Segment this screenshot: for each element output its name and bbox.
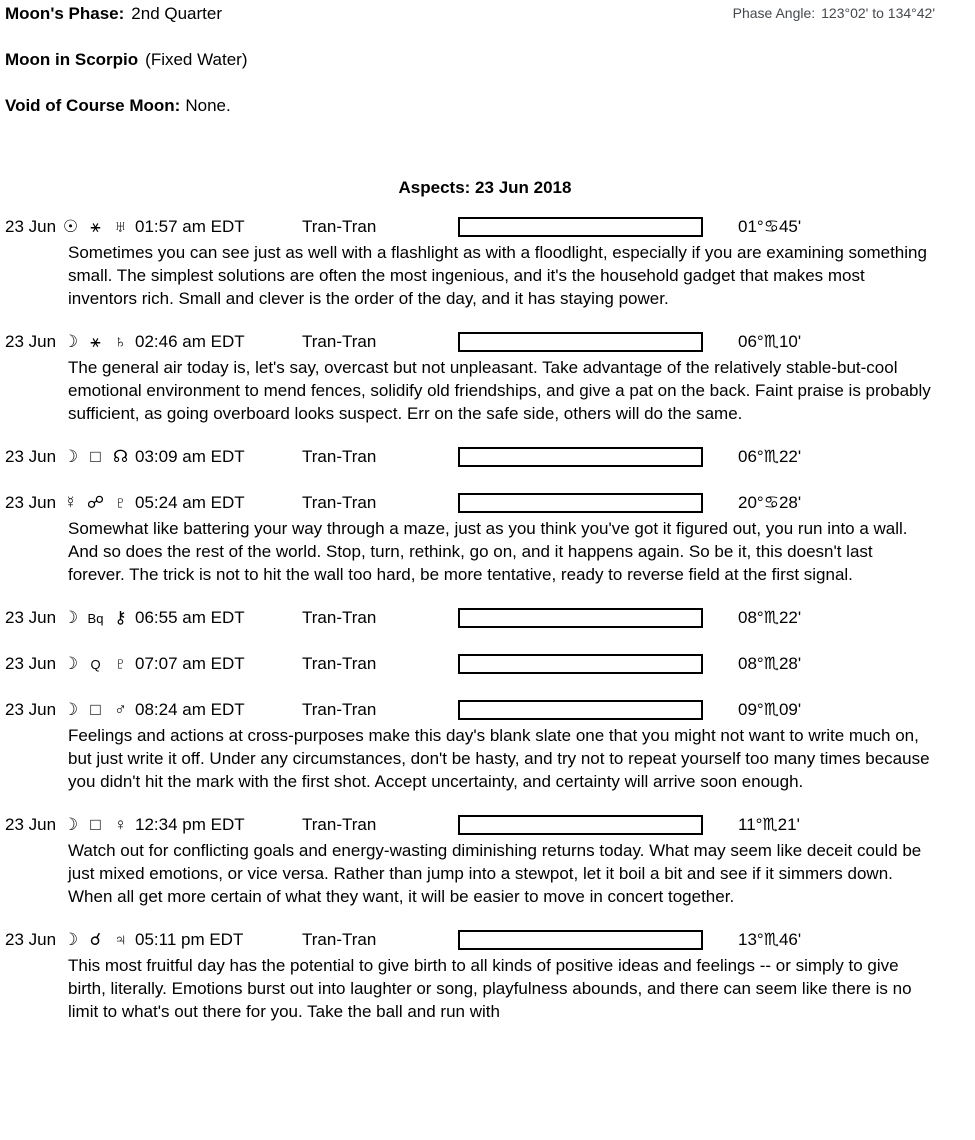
glyph-token: ☽ xyxy=(62,930,79,949)
aspect-row-moon-square-north-node xyxy=(5,443,975,471)
aspect-time: 01:57 am EDT xyxy=(135,217,245,236)
phase-angle xyxy=(733,5,975,22)
aspect-item xyxy=(5,811,975,908)
void-of-course-value: None. xyxy=(185,96,231,115)
aspect-degree: 11°♏21' xyxy=(738,815,800,834)
glyph-token: ☍ xyxy=(86,493,105,512)
aspect-glyphs-moon-square-mars xyxy=(58,700,135,720)
void-of-course-line xyxy=(5,96,975,115)
orb-bar xyxy=(458,332,703,352)
glyph-token: ♄ xyxy=(114,332,127,351)
aspect-degree: 08°♏22' xyxy=(738,608,802,627)
aspect-description: This most fruitful day has the potential to give birth to all kinds of positive ideas and feelings -- or simply to give birth, literally. Emotions burst out into laughter or song, playfulness abounds, and there can seem like there is no limit to what's out there for you. Take the ball and run with xyxy=(68,956,912,1021)
aspect-item xyxy=(5,213,975,310)
aspect-row-moon-square-venus xyxy=(5,811,975,839)
aspect-date: 23 Jun xyxy=(5,654,57,673)
aspect-row-moon-biquintile-chiron xyxy=(5,604,975,632)
orb-bar xyxy=(458,608,703,628)
glyph-token: Bq xyxy=(87,611,104,626)
glyph-token: ♅ xyxy=(114,217,127,236)
aspect-date: 23 Jun xyxy=(5,700,57,719)
glyph-token: ☽ xyxy=(62,447,79,466)
glyph-token: ♂ xyxy=(114,700,127,719)
aspect-date: 23 Jun xyxy=(5,447,57,466)
aspect-type: Tran-Tran xyxy=(302,447,377,466)
aspect-time: 08:24 am EDT xyxy=(135,700,245,719)
aspect-date: 23 Jun xyxy=(5,608,57,627)
aspect-date: 23 Jun xyxy=(5,332,57,351)
aspect-item xyxy=(5,696,975,793)
moon-sign-label: Moon in Scorpio xyxy=(5,50,139,69)
aspect-date: 23 Jun xyxy=(5,493,57,512)
glyph-token: ♇ xyxy=(114,493,127,512)
aspect-degree: 09°♏09' xyxy=(738,700,802,719)
glyph-token: □ xyxy=(90,815,101,834)
glyph-token: Q xyxy=(90,657,101,672)
aspect-time: 12:34 pm EDT xyxy=(135,815,245,834)
glyph-token: ☽ xyxy=(62,332,79,351)
glyph-token: ♇ xyxy=(114,654,127,673)
aspect-type: Tran-Tran xyxy=(302,930,377,949)
glyph-token: □ xyxy=(90,700,101,719)
glyph-token: ⚹ xyxy=(90,217,101,236)
glyph-token: □ xyxy=(90,447,101,466)
glyph-token: ☉ xyxy=(62,217,79,236)
aspect-glyphs-sun-sextile-uranus xyxy=(58,217,135,237)
glyph-token: ☌ xyxy=(89,930,102,949)
aspect-item xyxy=(5,328,975,425)
aspect-item xyxy=(5,926,975,1023)
aspect-row-moon-square-mars xyxy=(5,696,975,724)
aspect-glyphs-moon-sextile-saturn xyxy=(58,332,135,352)
orb-bar xyxy=(458,654,703,674)
glyph-token: ☽ xyxy=(62,815,79,834)
glyph-token: ⚷ xyxy=(114,608,127,627)
aspect-degree: 06°♏10' xyxy=(738,332,802,351)
aspect-row-moon-quintile-pluto xyxy=(5,650,975,678)
aspect-date: 23 Jun xyxy=(5,815,57,834)
aspect-glyphs-moon-conjunct-jupiter xyxy=(58,930,135,950)
aspect-description: Sometimes you can see just as well with a flashlight as with a floodlight, especially if you are examining something small. The simplest solutions are often the most ingenious, and it's the household gadget that makes most inventors rich. Small and clever is the order of the day, and it has staying power. xyxy=(68,243,927,308)
aspect-row-mercury-opposition-pluto xyxy=(5,489,975,517)
glyph-token: ♃ xyxy=(114,930,127,949)
aspect-glyphs-moon-biquintile-chiron xyxy=(58,608,135,628)
aspect-type: Tran-Tran xyxy=(302,332,377,351)
aspect-description: The general air today is, let's say, overcast but not unpleasant. Take advantage of the relatively stable-but-cool emotional environment to mend fences, solidify old friendships, and give a pat on the back. Faint praise is probably sufficient, as going overboard looks suspect. Err on the safe side, others will do the same. xyxy=(68,358,931,423)
aspect-description: Watch out for conflicting goals and energy-wasting diminishing returns today. What may seem like deceit could be just mixed emotions, or vice versa. Rather than jump into a stewpot, let it boil a bit and see if it simmers down. When all get more certain of what they want, it will be easier to move in concert together. xyxy=(68,841,922,906)
phase-angle-value: 123°02' to 134°42' xyxy=(821,5,935,21)
glyph-token: ☽ xyxy=(62,654,79,673)
aspect-degree: 08°♏28' xyxy=(738,654,802,673)
moons-phase-label: Moon's Phase: xyxy=(5,4,125,23)
aspect-time: 05:11 pm EDT xyxy=(135,930,244,949)
moon-sign-line xyxy=(5,50,975,69)
aspect-item xyxy=(5,604,975,632)
orb-bar xyxy=(458,700,703,720)
aspect-glyphs-moon-square-venus xyxy=(58,815,135,835)
aspect-type: Tran-Tran xyxy=(302,815,377,834)
orb-bar xyxy=(458,493,703,513)
aspect-degree: 06°♏22' xyxy=(738,447,802,466)
phase-angle-label: Phase Angle: xyxy=(732,5,816,21)
moons-phase xyxy=(5,4,222,23)
aspect-time: 07:07 am EDT xyxy=(135,654,245,673)
aspects-title: Aspects: 23 Jun 2018 xyxy=(398,178,572,197)
aspect-type: Tran-Tran xyxy=(302,608,377,627)
aspect-time: 03:09 am EDT xyxy=(135,447,245,466)
glyph-token: ♀ xyxy=(114,815,127,834)
orb-bar xyxy=(458,930,703,950)
aspect-glyphs-mercury-opposition-pluto xyxy=(58,493,135,513)
aspect-type: Tran-Tran xyxy=(302,493,377,512)
aspect-type: Tran-Tran xyxy=(302,654,377,673)
aspect-degree: 20°♋28' xyxy=(738,493,802,512)
glyph-token: ⚹ xyxy=(90,332,101,351)
aspect-degree: 01°♋45' xyxy=(738,217,802,236)
orb-bar xyxy=(458,217,703,237)
glyph-token: ☽ xyxy=(62,700,79,719)
aspect-row-sun-sextile-uranus xyxy=(5,213,975,241)
glyph-token: ☿ xyxy=(64,493,77,512)
glyph-token: ☽ xyxy=(62,608,79,627)
aspect-row-moon-sextile-saturn xyxy=(5,328,975,356)
aspects-list xyxy=(5,213,975,1023)
aspect-date: 23 Jun xyxy=(5,217,57,236)
aspect-item xyxy=(5,489,975,586)
aspect-item xyxy=(5,443,975,471)
moons-phase-value: 2nd Quarter xyxy=(131,4,223,23)
aspect-item xyxy=(5,650,975,678)
glyph-token: ☊ xyxy=(112,447,129,466)
aspect-type: Tran-Tran xyxy=(302,217,377,236)
aspect-degree: 13°♏46' xyxy=(738,930,802,949)
aspect-description: Feelings and actions at cross-purposes make this day's blank slate one that you might not want to write much on, but just write it off. Under any circumstances, don't be hasty, and try not to repeat yourself too many times because you didn't hit the mark with the first shot. Accept uncertainty, and certainty will arrive soon enough. xyxy=(68,726,930,791)
aspect-date: 23 Jun xyxy=(5,930,57,949)
orb-bar xyxy=(458,447,703,467)
moons-phase-line xyxy=(5,4,975,23)
moon-sign-element: (Fixed Water) xyxy=(145,50,248,69)
aspect-type: Tran-Tran xyxy=(302,700,377,719)
aspect-row-moon-conjunct-jupiter xyxy=(5,926,975,954)
aspect-time: 02:46 am EDT xyxy=(135,332,245,351)
void-of-course-label: Void of Course Moon: xyxy=(5,96,181,115)
aspect-description: Somewhat like battering your way through a maze, just as you think you've got it figured out, you run into a wall. And so does the rest of the world. Stop, turn, rethink, go on, and it happens again. So be it, this doesn't last forever. The trick is not to hit the wall too hard, be more tentative, ready to reverse field at the first signal. xyxy=(68,519,908,584)
aspect-time: 06:55 am EDT xyxy=(135,608,245,627)
aspect-time: 05:24 am EDT xyxy=(135,493,245,512)
aspect-glyphs-moon-quintile-pluto xyxy=(58,654,135,674)
orb-bar xyxy=(458,815,703,835)
aspect-glyphs-moon-square-north-node xyxy=(58,447,135,467)
